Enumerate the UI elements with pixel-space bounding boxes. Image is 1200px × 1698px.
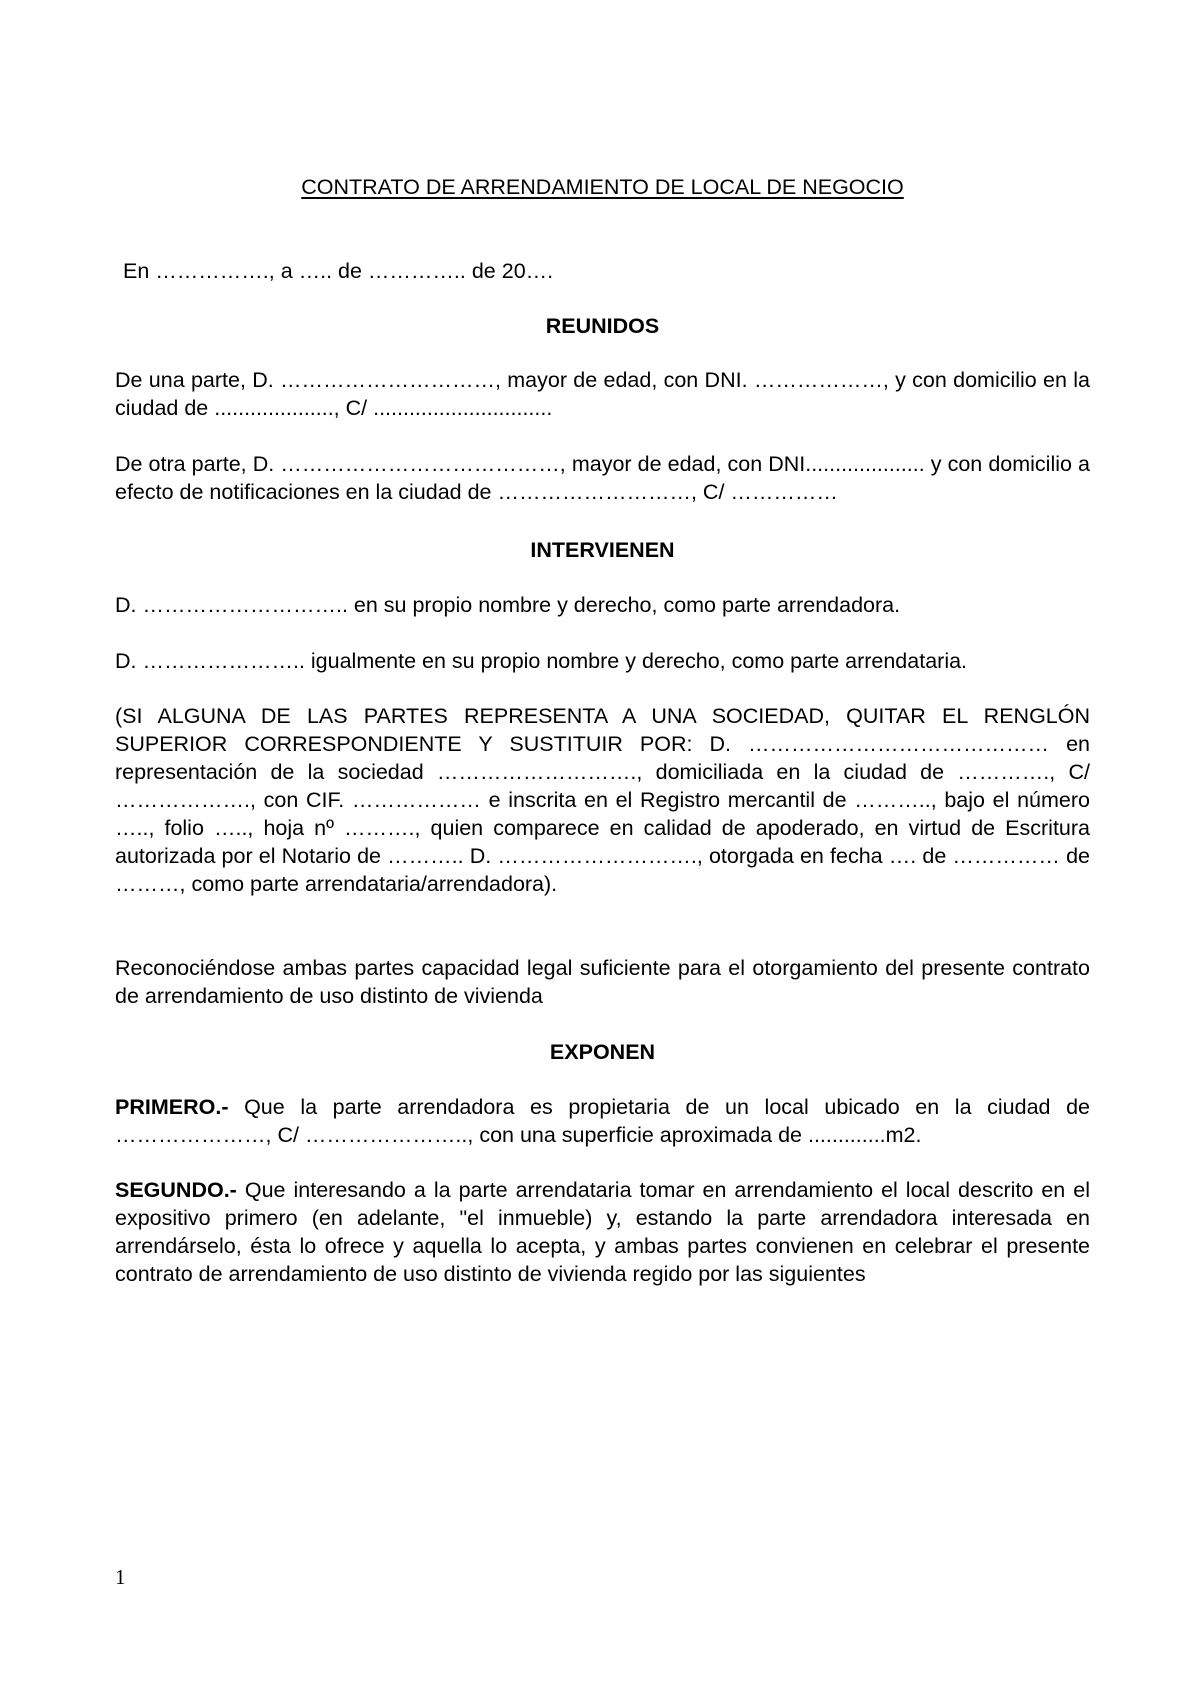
primero-text: Que la parte arrendadora es propietaria de un local ubicado en la ciudad de …………………, C/ ………………….., con una superficie aproximada de .............m2. <box>115 1095 1090 1147</box>
date-place-line: En ……………., a ….. de ………….. de 20…. <box>123 259 554 283</box>
paragraph-parte-una: De una parte, D. …………………………, mayor de edad, con DNI. ………………, y con domicilio en la ciudad de ...................., C/ .............................. <box>115 368 1090 420</box>
paragraph-sociedad-nota: (SI ALGUNA DE LAS PARTES REPRESENTA A UNA SOCIEDAD, QUITAR EL RENGLÓN SUPERIOR CORRESPONDIENTE Y SUSTITUIR POR: D. …………………………………… en representación de la sociedad ………………………., domiciliada en la ciudad de …………., C/ ………………., con CIF. ……………… e inscrita en el Registro mercantil de ……….., bajo el número ….., folio ….., hoja nº ………., quien comparece en calidad de apoderado, en virtud de Escritura autorizada por el Notario de ……….. D. ………………………., otorgada en fecha …. de …………… de ………, como parte arrendataria/arrendadora). <box>115 704 1090 896</box>
heading-exponen: EXPONEN <box>549 1040 656 1064</box>
paragraph-parte-otra: De otra parte, D. …………………………………, mayor de edad, con DNI.................... y con domicilio a efecto de notificaciones en la ciudad de ………………………, C/ …………… <box>115 452 1090 504</box>
paragraph-primero <box>115 1093 1090 1149</box>
paragraph-arrendataria: D. ………………….. igualmente en su propio nombre y derecho, como parte arrendataria. <box>115 649 968 673</box>
segundo-text: Que interesando a la parte arrendataria tomar en arrendamiento el local descrito en el expositivo primero (en adelante, "el inmueble) y, estando la parte arrendadora interesada en arrendárselo, ésta lo ofrece y aquella lo acepta, y ambas partes convienen en celebrar el presente contrato de arrendamiento de uso distinto de vivienda regido por las siguientes <box>115 1178 1090 1286</box>
segundo-label: SEGUNDO.- <box>115 1178 237 1202</box>
primero-label: PRIMERO.- <box>115 1095 229 1119</box>
paragraph-arrendadora: D. ……………………….. en su propio nombre y derecho, como parte arrendadora. <box>115 593 901 617</box>
page-number: 1 <box>115 1565 126 1589</box>
paragraph-reconocimiento: Reconociéndose ambas partes capacidad legal suficiente para el otorgamiento del presente contrato de arrendamiento de uso distinto de vivienda <box>115 956 1090 1008</box>
heading-reunidos: REUNIDOS <box>545 314 660 338</box>
document-title: CONTRATO DE ARRENDAMIENTO DE LOCAL DE NEGOCIO <box>301 175 904 199</box>
paragraph-segundo <box>115 1176 1090 1288</box>
heading-intervienen: INTERVIENEN <box>530 538 675 562</box>
